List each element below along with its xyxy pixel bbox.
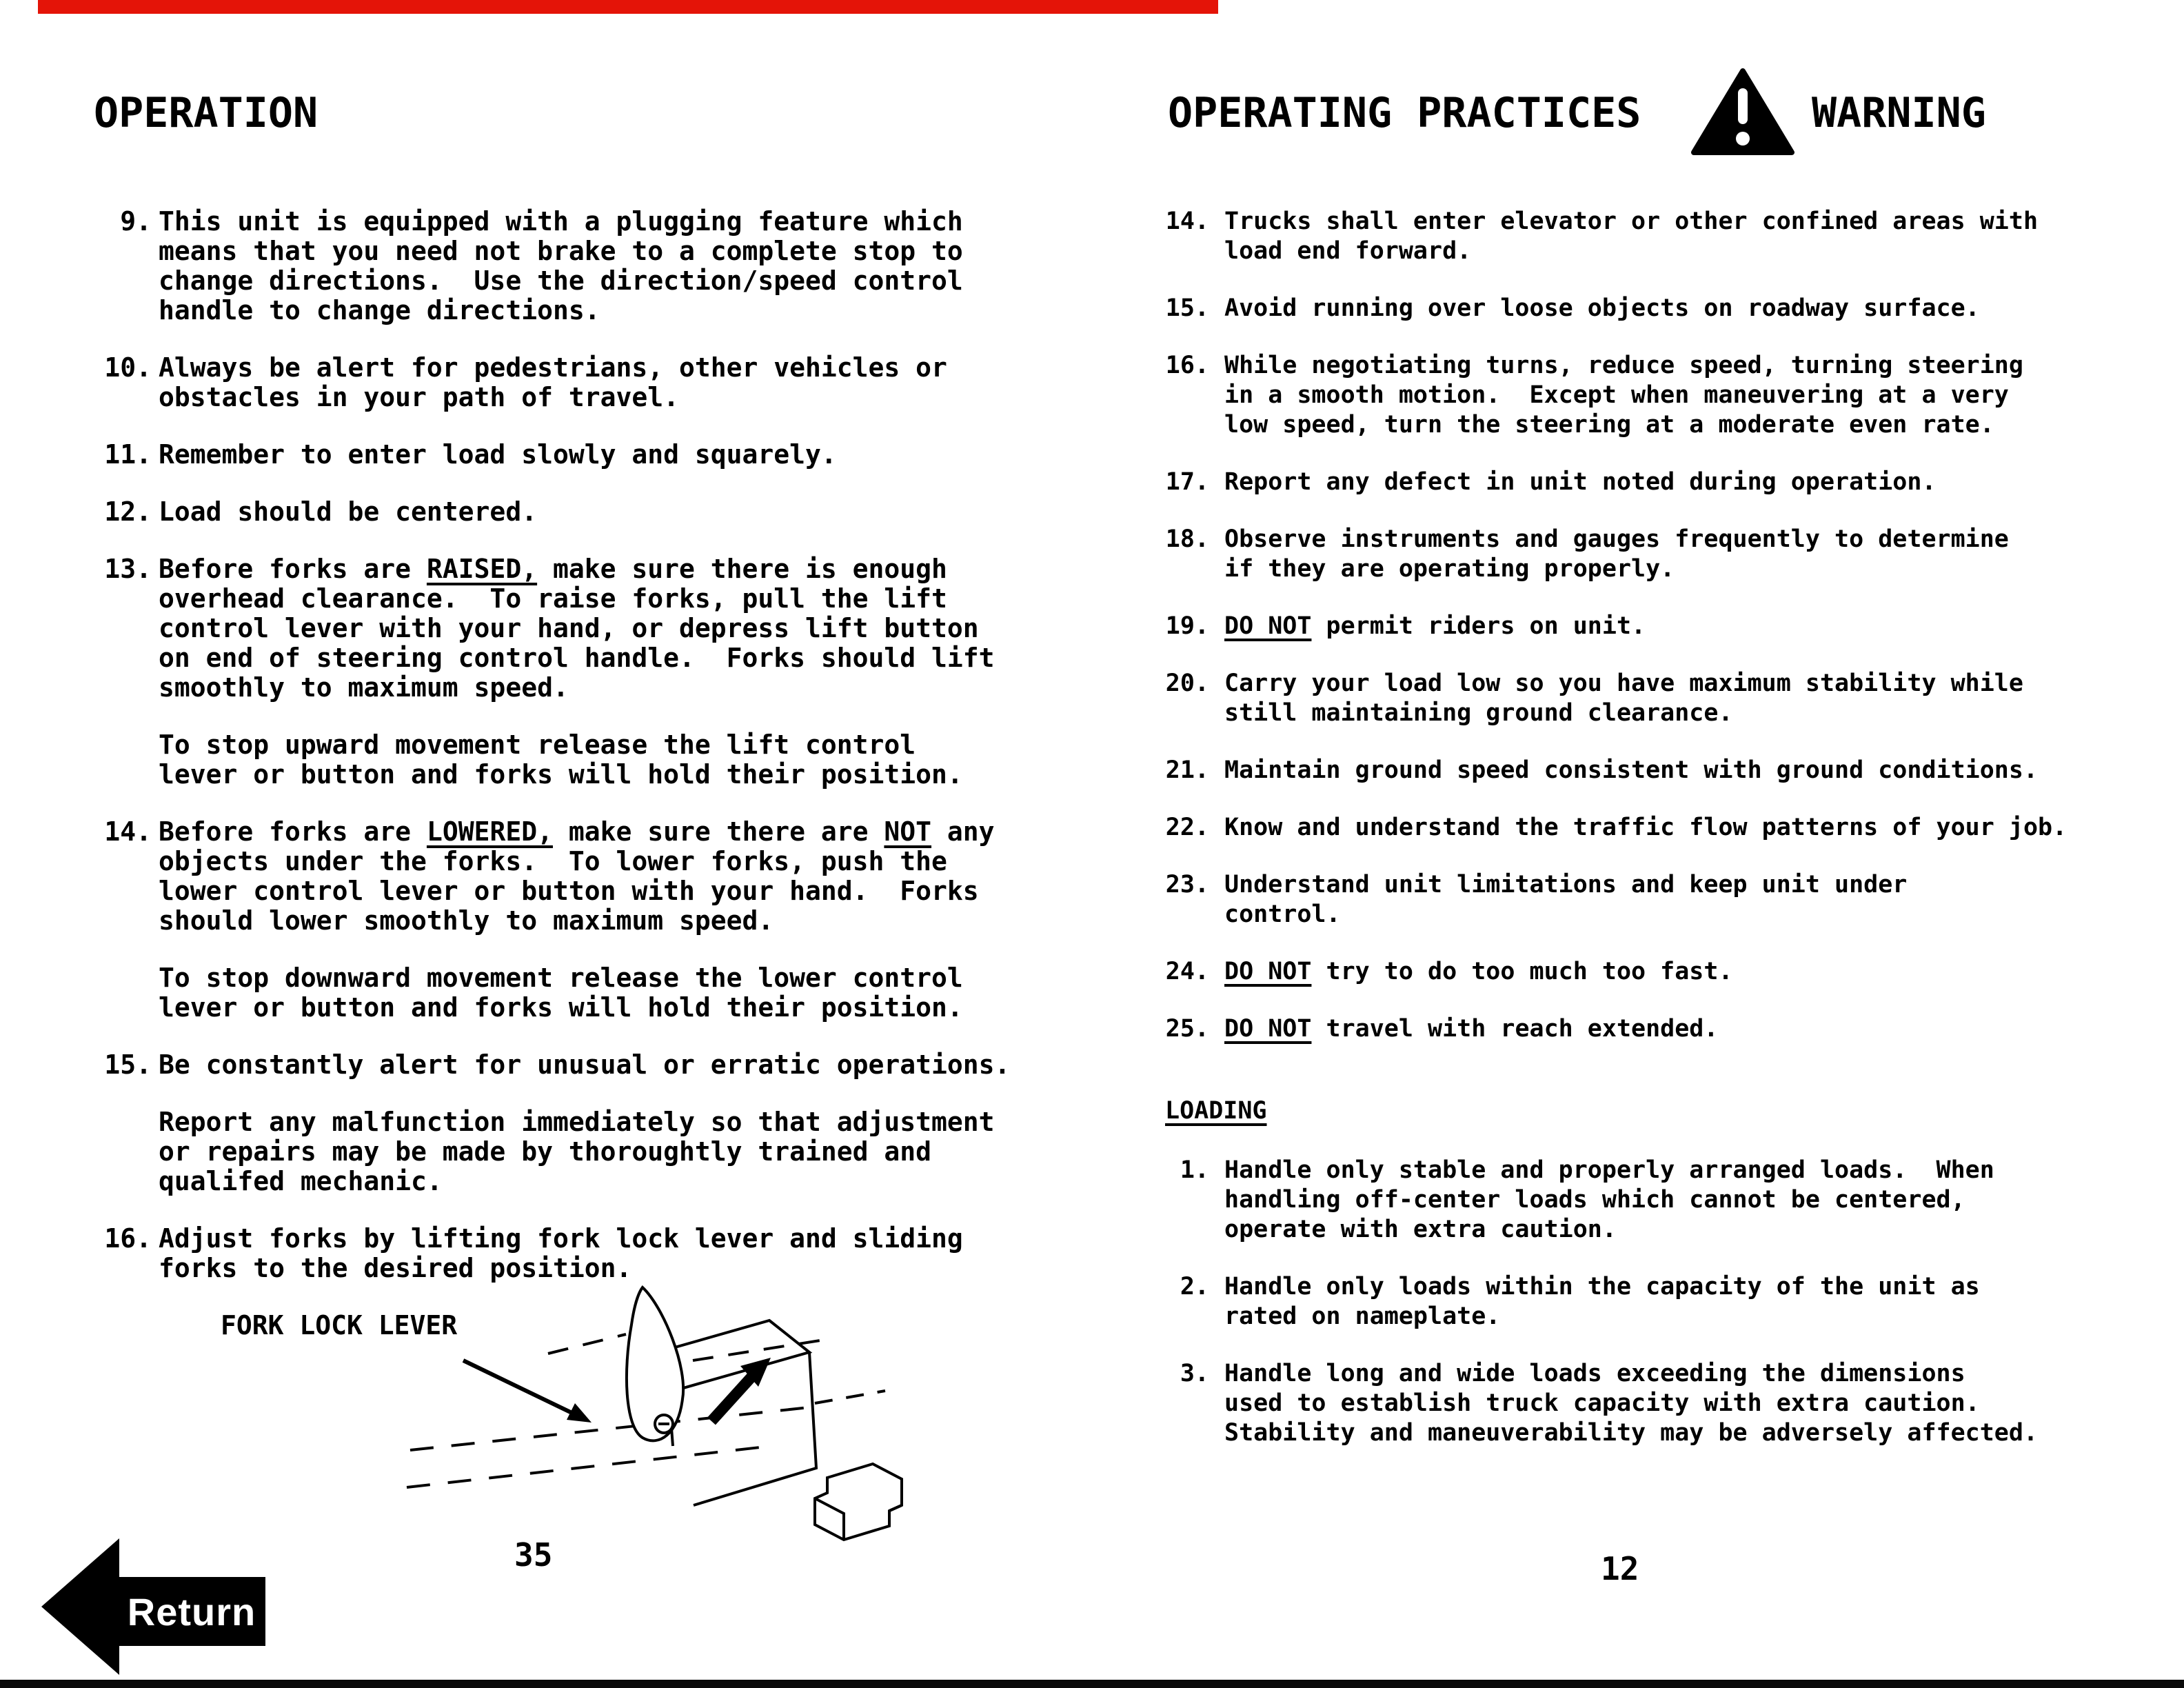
item-text: Handle only stable and properly arranged loads. When handling off-center loads which cannot be centered, operate with extra caution. [1224, 1156, 1994, 1243]
list-item [103, 817, 1069, 936]
item-text: Be constantly alert for unusual or erratic operations. [159, 1049, 1011, 1080]
item-number [103, 1107, 152, 1196]
item-text: Trucks shall enter elevator or other confined areas with load end forward. [1224, 208, 2039, 265]
item-number: 10. [104, 352, 152, 383]
return-button[interactable] [38, 1534, 272, 1682]
item-text: Know and understand the traffic flow patterns of your job. [1224, 814, 2067, 841]
item-number: 19. [1165, 612, 1209, 640]
list-item [103, 1107, 1069, 1196]
list-item [1165, 294, 2172, 323]
list-item [1165, 612, 2172, 641]
list-item [103, 497, 1069, 527]
item-text: To stop downward movement release the lower control lever or button and forks will hold their position. [159, 963, 963, 1023]
item-number [103, 730, 152, 790]
item-text: Understand unit limitations and keep unit under control. [1224, 871, 1908, 928]
list-item [1165, 525, 2172, 584]
dashed-line [407, 1446, 772, 1487]
item-number: 2. [1180, 1273, 1209, 1300]
item-number: 12. [104, 496, 152, 527]
list-item [103, 554, 1069, 703]
item-number: 11. [104, 439, 152, 470]
left-column [103, 207, 1069, 1311]
item-text: Handle only loads within the capacity of the unit as rated on nameplate. [1224, 1273, 1980, 1330]
left-page-number: 35 [514, 1536, 553, 1574]
list-item [103, 440, 1069, 470]
item-number: 16. [104, 1223, 152, 1254]
list-item [103, 1050, 1069, 1080]
item-number: 1. [1180, 1156, 1209, 1184]
item-text: Before forks are LOWERED, make sure there are NOT any objects under the forks. To lower forks, push the lower control lever or button with your hand. Forks should lower smoothly to maximum speed. [159, 816, 995, 936]
list-item [1165, 207, 2172, 266]
item-number: 13. [104, 554, 152, 584]
item-number: 14. [1165, 208, 1209, 235]
item-text: Observe instruments and gauges frequently to determine if they are operating properly. [1224, 525, 2009, 583]
right-page-number: 12 [1601, 1550, 1639, 1587]
list-item [103, 353, 1069, 412]
item-number: 17. [1165, 468, 1209, 496]
item-text: Maintain ground speed consistent with ground conditions. [1224, 756, 2039, 784]
item-text: While negotiating turns, reduce speed, turning steering in a smooth motion. Except when maneuvering at a very low speed, turn the steering at a moderate even rate. [1224, 352, 2023, 439]
figure-callout-label: FORK LOCK LEVER [221, 1310, 458, 1340]
left-item-list [103, 207, 1069, 1283]
item-number: 14. [104, 816, 152, 847]
item-text: DO NOT permit riders on unit. [1224, 612, 1646, 640]
right-item-list [1165, 207, 2172, 1044]
item-text: To stop upward movement release the lift control lever or button and forks will hold their position. [159, 730, 963, 790]
item-number [103, 963, 152, 1023]
item-number: 20. [1165, 670, 1209, 697]
item-number: 25. [1165, 1015, 1209, 1043]
item-text: Adjust forks by lifting fork lock lever and sliding forks to the desired position. [159, 1223, 963, 1283]
list-item [1165, 1014, 2172, 1044]
right-page-title: OPERATING PRACTICES [1168, 89, 1641, 137]
warning-triangle-icon [1690, 68, 1795, 156]
list-item [103, 207, 1069, 325]
callout-arrow-line [463, 1360, 580, 1417]
top-red-bar [38, 0, 1218, 14]
item-text: Report any defect in unit noted during operation. [1224, 468, 1937, 496]
fork-lock-lever-figure [386, 1272, 938, 1562]
list-item [1165, 756, 2172, 785]
bottom-black-bar [0, 1680, 2184, 1688]
box-edges [669, 1352, 816, 1505]
item-number: 18. [1165, 525, 1209, 553]
list-item [1165, 1272, 2172, 1332]
list-item [1165, 1156, 2172, 1245]
item-text: Before forks are RAISED, make sure there is enough overhead clearance. To raise forks, pull the lift control lever with your hand, or depress lift button on end of steering control handle. Forks should lift smoothly to maximum speed. [159, 554, 995, 703]
lever-blade [627, 1287, 683, 1440]
list-item [1165, 957, 2172, 987]
item-number: 15. [104, 1049, 152, 1080]
item-number: 23. [1165, 871, 1209, 898]
list-item [1165, 1359, 2172, 1448]
item-text: Remember to enter load slowly and squarely. [159, 439, 837, 470]
item-text: Avoid running over loose objects on roadway surface. [1224, 294, 1980, 322]
item-number: 16. [1165, 352, 1209, 379]
list-item [1165, 870, 2172, 930]
list-item [1165, 813, 2172, 843]
item-text: Always be alert for pedestrians, other vehicles or obstacles in your path of travel. [159, 352, 947, 412]
item-text: Handle long and wide loads exceeding the dimensions used to establish truck capacity with extra caution. Stability and maneuverability may be adversely affected. [1224, 1360, 2039, 1447]
return-button-label: Return [127, 1589, 256, 1634]
item-number: 22. [1165, 814, 1209, 841]
item-text: DO NOT try to do too much too fast. [1224, 958, 1733, 985]
right-column [1165, 207, 2172, 1476]
item-number: 9. [120, 206, 152, 237]
loading-item-list [1165, 1156, 2172, 1448]
left-page-title: OPERATION [94, 89, 318, 137]
dashed-line [410, 1407, 809, 1450]
step-block [815, 1464, 902, 1540]
item-number: 21. [1165, 756, 1209, 784]
loading-section-heading: LOADING [1165, 1097, 1267, 1125]
item-text: Carry your load low so you have maximum stability while still maintaining ground clearance. [1224, 670, 2023, 727]
list-item [1165, 669, 2172, 728]
callout-arrowhead [567, 1403, 592, 1423]
warning-label: WARNING [1812, 89, 1986, 137]
dashed-line [548, 1334, 626, 1354]
list-item [103, 963, 1069, 1023]
list-item [1165, 468, 2172, 497]
item-number: 24. [1165, 958, 1209, 985]
dashed-line [815, 1391, 885, 1403]
item-text: Report any malfunction immediately so that adjustment or repairs may be made by thoroughtly trained and qualifed mechanic. [159, 1107, 995, 1196]
item-text: Load should be centered. [159, 496, 538, 527]
item-number: 3. [1180, 1360, 1209, 1387]
item-text: This unit is equipped with a plugging feature which means that you need not brake to a complete stop to change directions. Use the direction/speed control handle to change directions. [159, 206, 963, 325]
list-item [103, 730, 1069, 790]
item-number: 15. [1165, 294, 1209, 322]
list-item [1165, 351, 2172, 440]
item-text: DO NOT travel with reach extended. [1224, 1015, 1719, 1043]
